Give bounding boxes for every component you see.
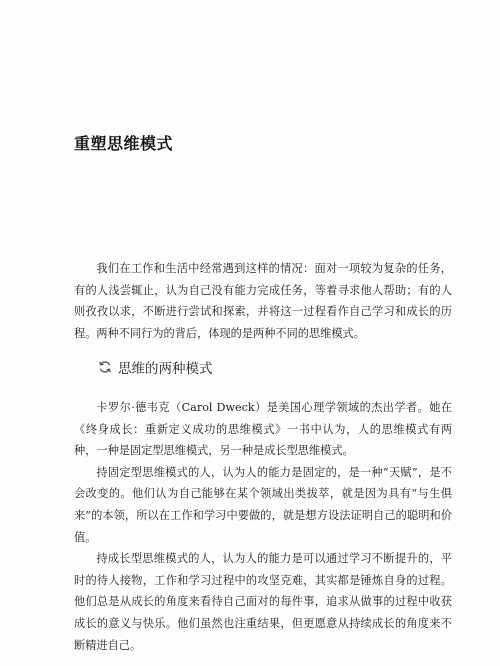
intro-paragraph: 我们在工作和生活中经常遇到这样的情况：面对一项较为复杂的任务，有的人浅尝辄止，认为自己没有能力完成任务，等着寻求他人帮助；有的人则孜孜以求，不断进行尝试和探索，并将这一过程看作自己学习和成长的历程。两种不同行为的背后，体现的是两种不同的思维模式。: [74, 262, 452, 340]
section-heading: [98, 357, 213, 377]
cycle-icon: [98, 360, 112, 374]
paragraph-fixed-mindset: 持固定型思维模式的人，认为人的能力是固定的，是一种“天赋”，是不会改变的。他们认为自己能够在某个领域出类拔萃，就是因为具有“与生俱来”的本领，所以在工作和学习中要做的，就是想方设法证明自己的聪明和价值。: [74, 465, 452, 544]
paragraph-growth-mindset: 持成长型思维模式的人，认为人的能力是可以通过学习不断提升的，平时的待人接物，工作和学习过程中的攻坚克难，其实都是锤炼自身的过程。他们总是从成长的角度来看待自己面对的每件事，追求从做事的过程中收获成长的意义与快乐。他们虽然也注重结果，但更愿意从持续成长的角度来不断精进自己。: [74, 552, 452, 652]
paragraph-carol-dweck: 卡罗尔·德韦克（Carol Dweck）是美国心理学领域的杰出学者。她在《终身成长：重新定义成功的思维模式》一书中认为，人的思维模式有两种，一种是固定型思维模式，另一种是成长型思维模式。: [74, 401, 452, 458]
chapter-title: 重塑思维模式: [74, 134, 174, 153]
section-heading-text: 思维的两种模式: [118, 361, 213, 377]
section-body: [74, 397, 452, 656]
